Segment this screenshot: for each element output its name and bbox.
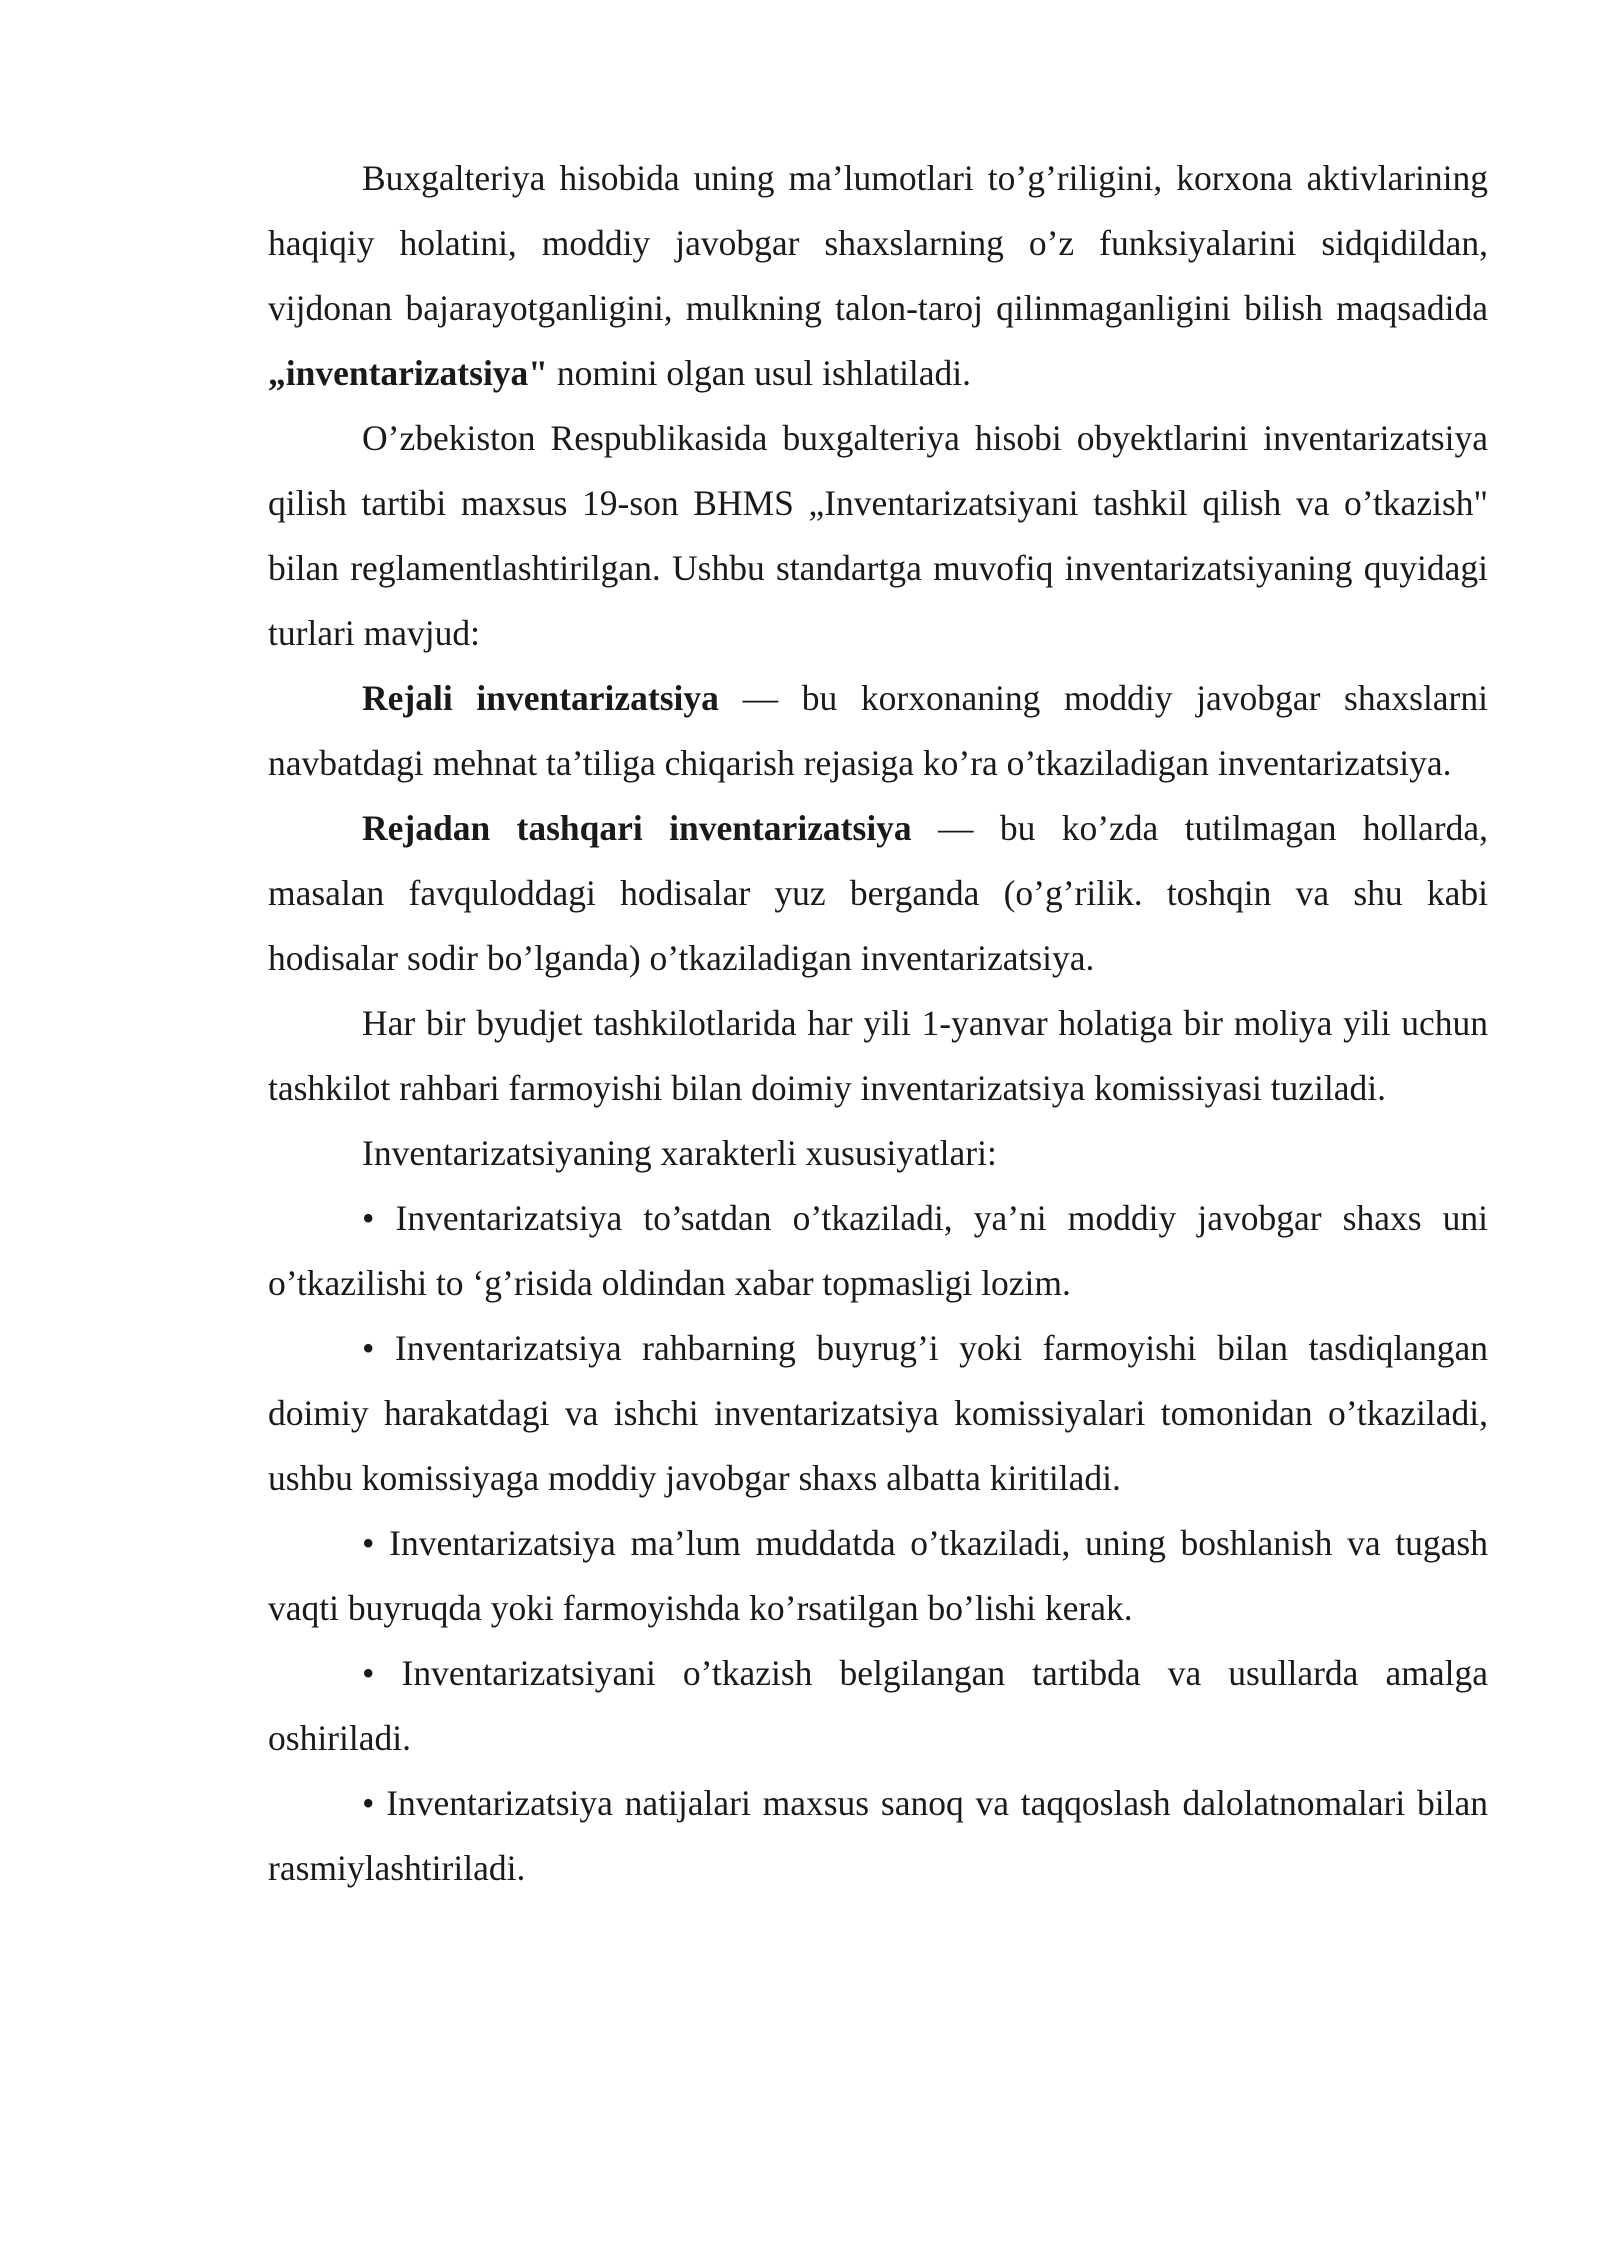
bullet-item: • Inventarizatsiya natijalari maxsus sanoq va taqqoslash dalolatnomalari bilan rasmiylashtiriladi.	[268, 1783, 1488, 1888]
term-planned-inventory: Rejali inventarizatsiya	[362, 678, 719, 718]
paragraph-intro	[268, 146, 1488, 406]
paragraph-intro-end: nomini olgan usul ishlatiladi.	[548, 353, 972, 393]
paragraph-unplanned-text: — bu ko’zda tutilmagan hollarda, masalan favquloddagi hodisalar yuz berganda (o’g’rilik. toshqin va shu kabi hodisalar sodir bo’lganda) o’tkaziladigan inventarizatsiya.	[268, 808, 1488, 978]
bullet-item: • Inventarizatsiya rahbarning buyrug’i yoki farmoyishi bilan tasdiqlangan doimiy harakatdagi va ishchi inventarizatsiya komissiyalari tomonidan o’tkaziladi, ushbu komissiyaga moddiy javobgar shaxs albatta kiritiladi.	[268, 1328, 1488, 1498]
term-unplanned-inventory: Rejadan tashqari inventarizatsiya	[362, 808, 912, 848]
paragraph-planned	[268, 666, 1488, 796]
term-inventarizatsiya: „inventarizatsiya"	[268, 353, 549, 393]
paragraph-unplanned	[268, 796, 1488, 991]
paragraph-standard: O’zbekiston Respublikasida buxgalteriya hisobi obyektlarini inventarizatsiya qilish tartibi maxsus 19-son BHMS „Inventarizatsiyani tashkil qilish va o’tkazish" bilan reglamentlashtirilgan. Ushbu standartga muvofiq inventarizatsiyaning quyidagi turlari mavjud:	[268, 418, 1488, 653]
paragraph-planned-text: — bu korxonaning moddiy javobgar shaxslarni navbatdagi mehnat ta’tiliga chiqarish rejasiga ko’ra o’tkaziladigan inventarizatsiya.	[268, 678, 1488, 783]
bullet-item: • Inventarizatsiyani o’tkazish belgilangan tartibda va usullarda amalga oshiriladi.	[268, 1653, 1488, 1758]
paragraph-intro-text: Buxgalteriya hisobida uning ma’lumotlari to’g’riligini, korxona aktivlarining haqiqiy holatini, moddiy javobgar shaxslarning o’z funksiyalarini sidqidildan, vijdonan bajarayotganligini, mulkning talon-taroj qilinmaganligini bilish maqsadida	[268, 158, 1488, 328]
bullet-item: • Inventarizatsiya ma’lum muddatda o’tkaziladi, uning boshlanish va tugash vaqti buyruqda yoki farmoyishda ko’rsatilgan bo’lishi kerak.	[268, 1523, 1488, 1628]
document-page	[268, 146, 1488, 1901]
bullet-item: • Inventarizatsiya to’satdan o’tkaziladi, ya’ni moddiy javobgar shaxs uni o’tkazilishi to ‘g’risida oldindan xabar topmasligi lozim.	[268, 1198, 1488, 1303]
paragraph-features-heading: Inventarizatsiyaning xarakterli xususiyatlari:	[362, 1133, 997, 1173]
paragraph-commission: Har bir byudjet tashkilotlarida har yili 1-yanvar holatiga bir moliya yili uchun tashkilot rahbari farmoyishi bilan doimiy inventarizatsiya komissiyasi tuziladi.	[268, 1003, 1488, 1108]
